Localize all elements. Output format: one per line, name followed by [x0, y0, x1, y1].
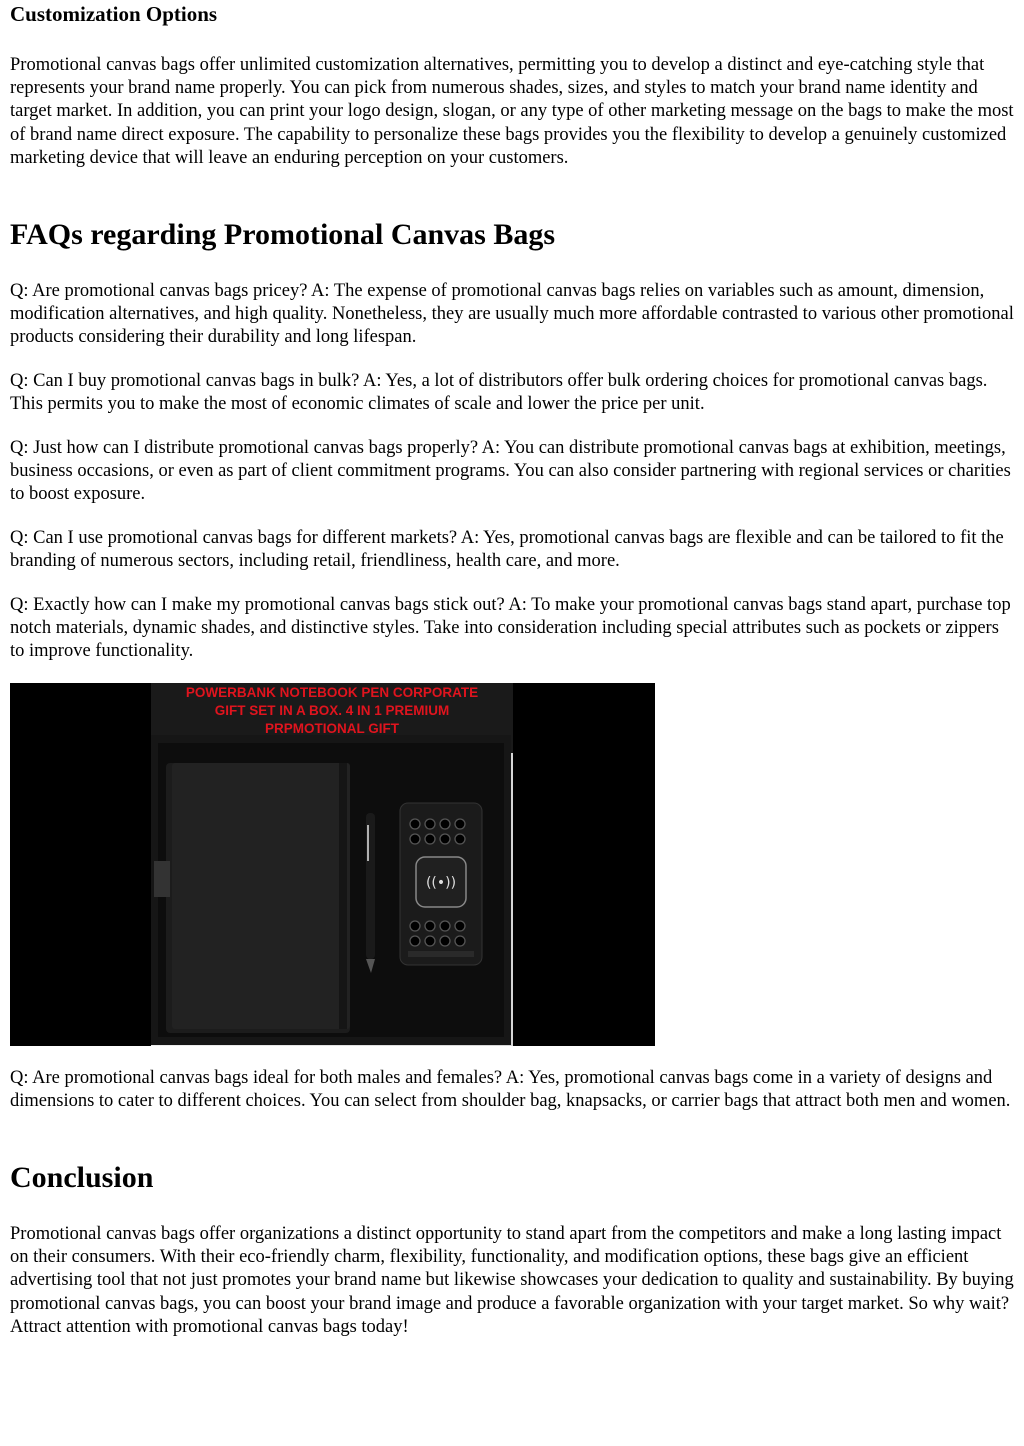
faq-item-1: Q: Are promotional canvas bags pricey? A: The expense of promotional canvas bags relies on variables such as amount, dimension, modification alternatives, and high quality. Nonetheless, they are usually much more affordable contrasted to various other promotional products considering their durability and long lifespan. — [10, 281, 1014, 348]
caption-line-2: GIFT SET IN A BOX. 4 IN 1 PREMIUM — [214, 703, 450, 718]
power-bank — [400, 803, 482, 965]
caption-line-3: PRPMOTIONAL GIFT — [265, 721, 399, 736]
wireless-charging-icon: ((•)) — [425, 875, 457, 891]
faqs-heading: FAQs regarding Promotional Canvas Bags — [10, 218, 556, 251]
conclusion-heading: Conclusion — [10, 1161, 154, 1194]
product-photo — [10, 683, 655, 1046]
conclusion-paragraph: Promotional canvas bags offer organizations a distinct opportunity to stand apart from the competitors and make a long lasting impact on their consumers. With their eco-friendly charm, flexibility, functionality, and modification options, these bags give an efficient advertising tool that not just promotes your brand name but likewise showcases your dedication to quality and sustainability. By buying promotional canvas bags, you can boost your brand image and produce a favorable organization with your target market. So why wait? Attract attention with promotional canvas bags today! — [10, 1224, 1014, 1337]
faq-item-2: Q: Can I buy promotional canvas bags in bulk? A: Yes, a lot of distributors offer bulk ordering choices for promotional canvas bags. This permits you to make the most of economic climates of scale and lower the price per unit. — [10, 371, 988, 415]
customization-heading: Customization Options — [10, 2, 218, 26]
faq-item-5: Q: Exactly how can I make my promotional canvas bags stick out? A: To make your promotional canvas bags stand apart, purchase top notch materials, dynamic shades, and distinctive styles. Take into consideration including special attributes such as pockets or zippers to improve functionality. — [10, 595, 1011, 662]
caption-line-1: POWERBANK NOTEBOOK PEN CORPORATE — [185, 685, 479, 700]
faq-item-3: Q: Just how can I distribute promotional canvas bags properly? A: You can distribute promotional canvas bags at exhibition, meetings, business occasions, or even as part of client commitment programs. You can also consider partnering with regional services or charities to boost exposure. — [10, 438, 1011, 505]
notebook — [154, 763, 350, 1033]
customization-paragraph: Promotional canvas bags offer unlimited customization alternatives, permitting you to develop a distinct and eye-catching style that represents your brand name properly. You can pick from numerous shades, sizes, and styles to match your brand name identity and target market. In addition, you can print your logo design, slogan, or any type of other marketing message on the bags to make the most of brand name direct exposure. The capability to personalize these bags provides you the flexibility to develop a genuinely customized marketing device that will leave an enduring perception on your customers. — [10, 55, 1014, 168]
faq-item-4: Q: Can I use promotional canvas bags for different markets? A: Yes, promotional canvas bags are flexible and can be tailored to fit the branding of numerous sectors, including retail, friendliness, health care, and more. — [10, 528, 1004, 572]
pen — [366, 813, 375, 973]
gift-set-illustration — [10, 683, 655, 1046]
faq-item-6: Q: Are promotional canvas bags ideal for both males and females? A: Yes, promotional canvas bags come in a variety of designs and dimensions to cater to different choices. You can select from shoulder bag, knapsacks, or carrier bags that attract both men and women. — [10, 1068, 1011, 1112]
